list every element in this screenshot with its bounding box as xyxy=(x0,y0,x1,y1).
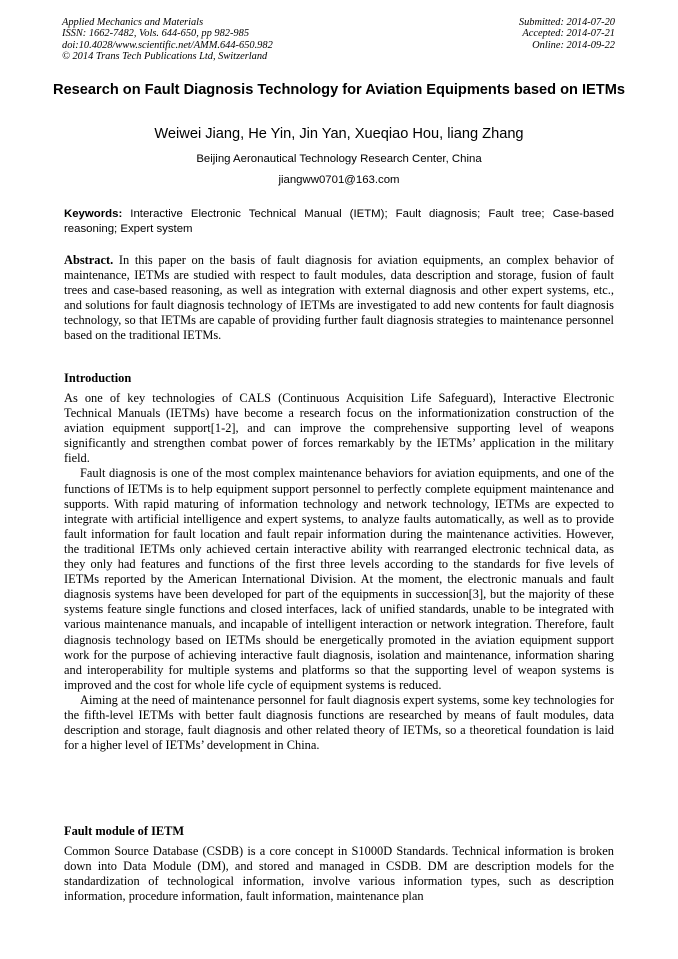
abstract-label: Abstract. xyxy=(64,253,114,267)
issn-line: ISSN: 1662-7482, Vols. 644-650, pp 982-985 xyxy=(62,28,250,40)
keywords-label: Keywords: xyxy=(64,208,123,220)
abstract xyxy=(64,253,614,344)
author-email: jiangww0701@163.com xyxy=(278,174,400,186)
section-heading-introduction: Introduction xyxy=(64,371,132,385)
paragraph: Fault diagnosis is one of the most complex maintenance behaviors for aviation equipments, and one of the functions of IETMs is to help equipment support personnel to perfectly complete equipment maintenance and supports. With rapid maturing of information technology and network technology, IETMs are expected to integrate with artificial intelligence and expert systems, to analyze faults automatically, as well as to provide fault information for fault location and fault repair information during the maintenance activities. However, the traditional IETMs only achieved certain interactive ability with rearranged electronic technical data, as they only had features and functions of the first three levels according to the standards for five levels of IETMs reported by the American International Division. At the moment, the electronic manuals and fault diagnosis systems have been developed for part of the equipments in succession[3], but the majority of these systems feature single functions and closed interfaces, lack of unified standards, unable to be integrated with various maintenance manuals, and incapable of intelligent interaction or network integration. Therefore, fault diagnosis technology based on IETMs should be energetically promoted in the aviation equipment support work for the purpose of achieving interactive fault diagnosis, isolation and maintenance, information sharing and interoperability for multiple systems and platforms so that the supporting level of weapon systems is improved and the cost for whole life cycle of equipment systems is reduced. xyxy=(64,466,614,692)
copyright-line: © 2014 Trans Tech Publications Ltd, Switzerland xyxy=(62,51,268,63)
paragraph: Aiming at the need of maintenance personnel for fault diagnosis expert systems, some key technologies for the fifth-level IETMs with better fault diagnosis functions are researched by means of fault modules, data description and storage, fault diagnosis and other related theory of IETMs, so a theoretical foundation is laid for a higher level of IETMs’ development in China. xyxy=(64,692,614,753)
keywords-text: Interactive Electronic Technical Manual (IETM); Fault diagnosis; Fault tree; Case-based reasoning; Expert system xyxy=(64,208,614,235)
doi-line: doi:10.4028/www.scientific.net/AMM.644-650.982 xyxy=(62,39,273,51)
online-date: Online: 2014-09-22 xyxy=(532,39,615,51)
accepted-date: Accepted: 2014-07-21 xyxy=(522,28,615,40)
journal-name: Applied Mechanics and Materials xyxy=(62,17,204,28)
submitted-date: Submitted: 2014-07-20 xyxy=(518,17,615,28)
section-heading-fault-module: Fault module of IETM xyxy=(64,824,185,838)
paragraph: Common Source Database (CSDB) is a core concept in S1000D Standards. Technical information is broken down into Data Module (DM), and stored and managed in CSDB. DM are description models for the standardization of technological information, involve various information types, such as description information, procedure information, fault information, maintenance plan xyxy=(64,844,614,904)
journal-header xyxy=(62,17,273,63)
author-list: Weiwei Jiang, He Yin, Jin Yan, Xueqiao Hou, liang Zhang xyxy=(154,126,524,142)
paper-title: Research on Fault Diagnosis Technology for Aviation Equipments based on IETMs xyxy=(53,82,625,98)
abstract-text: In this paper on the basis of fault diagnosis for aviation equipments, an complex behavior of maintenance, IETMs are studied with respect to fault modules, data description and storage, fusion of fault trees and case-based reasoning, as well as integration with external diagnosis and other expert systems, etc., and solutions for fault diagnosis technology of IETMs are investigated to add new contents for fault diagnosis technology, so that IETMs are capable of providing further fault diagnosis strategies to maintenance personnel based on the traditional IETMs. xyxy=(64,253,614,343)
dates-header xyxy=(519,17,615,51)
keywords xyxy=(64,207,614,237)
affiliation: Beijing Aeronautical Technology Research Center, China xyxy=(196,153,482,165)
fault-module-body xyxy=(64,844,614,904)
paragraph: As one of key technologies of CALS (Continuous Acquisition Life Safeguard), Interactive Electronic Technical Manuals (IETMs) have become a research focus on the informationization construction of the aviation equipment support[1-2], and can improve the comprehensive supporting level of weapons significantly and strengthen combat power of forces remarkably by the IETMs’ application in the military field. xyxy=(64,391,614,466)
introduction-body xyxy=(64,391,614,753)
